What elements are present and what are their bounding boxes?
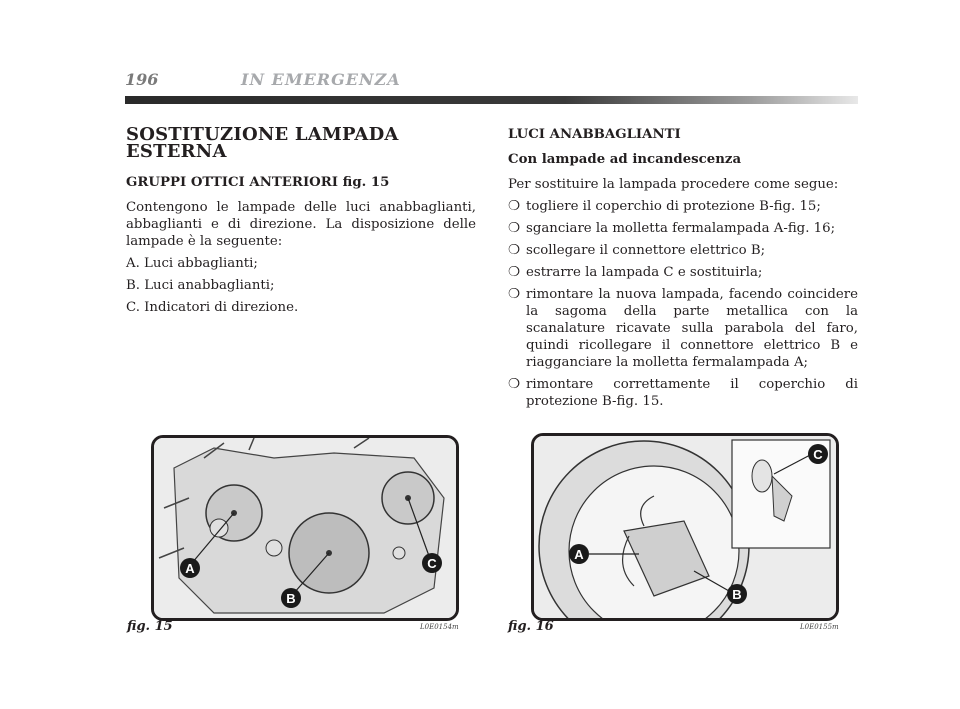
page-number: 196 [125,70,159,89]
step-item: ❍ estrarre la lampada C e sostituirla; [508,265,763,280]
steps-list [508,198,858,410]
label-c: C [427,556,437,571]
bullet-icon: ❍ [508,377,520,392]
step-item: ❍ rimontare la nuova lampada, facendo coincidere la sagoma della parte metallica con la scanalature ricavate sulla parabola del faro, quindi ricollegare il connettore elettrico B e riagganciare la molletta fermalampada A; [508,287,858,370]
figure-16-illustration [531,433,839,621]
label-a: A [574,547,584,562]
figure-16-caption: fig. 16 [508,619,554,634]
step-item: ❍ rimontare correttamente il coperchio di protezione B-fig. 15. [508,377,858,409]
lamp-item-c: C. Indicatori di direzione. [126,300,299,315]
bullet-icon: ❍ [508,199,520,214]
left-intro: Contengono le lampade delle luci anabbaglianti, abbaglianti e di direzione. La disposizione delle lampade è la seguente: [126,200,476,249]
step-item: ❍ scollegare il connettore elettrico B; [508,243,766,258]
lamp-item-b: B. Luci anabbaglianti; [126,278,275,293]
step-item: ❍ sganciare la molletta fermalampada A-fig. 16; [508,221,836,236]
label-c: C [813,447,823,462]
right-title: LUCI ANABBAGLIANTI [508,127,681,142]
bullet-icon: ❍ [508,287,520,302]
right-subtitle: Con lampade ad incandescenza [508,152,742,167]
bullet-icon: ❍ [508,221,520,236]
label-b: B [732,587,742,602]
label-a: A [185,561,195,576]
right-intro: Per sostituire la lampada procedere come segue: [508,177,839,192]
lamp-socket-drawing [534,436,836,618]
bullet-icon: ❍ [508,265,520,280]
lamp-item-a: A. Luci abbaglianti; [126,256,258,271]
step-item: ❍ togliere il coperchio di protezione B-fig. 15; [508,199,821,214]
lamp-list [126,255,476,316]
label-b: B [286,591,296,606]
header-rule [125,96,858,104]
left-subtitle: GRUPPI OTTICI ANTERIORI fig. 15 [126,175,390,190]
bullet-icon: ❍ [508,243,520,258]
section-title: IN EMERGENZA [241,70,401,89]
figure-16-code: L0E0155m [800,623,839,631]
figure-15-caption: fig. 15 [127,619,173,634]
left-column [126,126,476,321]
page-header [125,70,858,110]
headlamp-drawing [154,438,456,618]
main-title: SOSTITUZIONE LAMPADA ESTERNA [126,124,399,162]
right-column [508,126,858,415]
figure-15-code: L0E0154m [420,623,459,631]
figure-15-illustration [151,435,459,621]
